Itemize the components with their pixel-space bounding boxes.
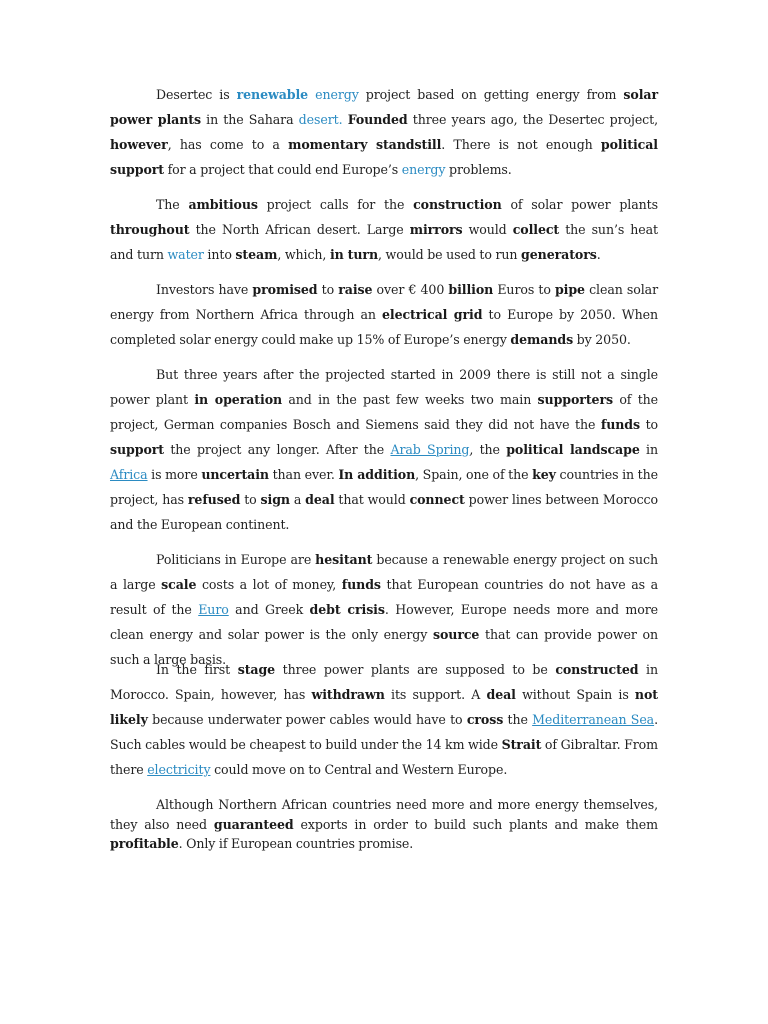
- bold-term: solar power plants: [110, 87, 658, 127]
- text-run: and in the past few weeks two main: [282, 392, 538, 407]
- bold-term: connect: [409, 492, 465, 507]
- bold-term: funds: [341, 577, 381, 592]
- bold-term: billion: [448, 282, 494, 297]
- text-run: . However, Europe needs more and more clean energy and solar power is the only energy: [110, 602, 659, 642]
- paragraph-first-stage: [110, 657, 658, 782]
- bold-term: promised: [252, 282, 318, 297]
- bold-term: political landscape: [506, 442, 640, 457]
- text-run: the sun’s heat and turn: [110, 222, 658, 262]
- text-run: to: [317, 282, 339, 297]
- bold-term: in turn: [329, 247, 379, 262]
- text-run: without Spain is: [515, 687, 635, 702]
- bold-term: Founded: [347, 112, 408, 127]
- text-run: by 2050.: [573, 332, 631, 347]
- text-run: is more: [147, 467, 202, 482]
- text-run: three years ago, the Desertec project,: [407, 112, 658, 127]
- bold-term: In addition: [338, 467, 416, 482]
- text-run: a: [289, 492, 306, 507]
- keyword-water: water: [167, 247, 204, 262]
- text-run: in: [639, 442, 658, 457]
- paragraph-intro: [110, 82, 658, 182]
- link-africa[interactable]: Africa: [110, 467, 148, 482]
- text-run: in Morocco. Spain, however, has: [110, 662, 658, 702]
- text-run: over € 400: [372, 282, 449, 297]
- text-run: clean solar energy from Northern Africa through an: [110, 282, 658, 322]
- bold-term: deal: [305, 492, 335, 507]
- keyword-energy: energy: [315, 87, 359, 102]
- text-run: three power plants are supposed to be: [275, 662, 556, 677]
- paragraph-northern-africa: [110, 795, 658, 854]
- text-run: for a project that could end Europe’s: [164, 162, 402, 177]
- text-run: , Spain, one of the: [415, 467, 533, 482]
- bold-term: debt crisis: [309, 602, 385, 617]
- bold-term: ambitious: [188, 197, 258, 212]
- bold-term: hesitant: [315, 552, 373, 567]
- bold-term: throughout: [110, 222, 190, 237]
- text-run: exports in order to build such plants and make them: [293, 816, 658, 832]
- paragraph-project-plan: [110, 192, 658, 267]
- text-run: , has come to a: [167, 137, 289, 152]
- bold-term: mirrors: [409, 222, 463, 237]
- bold-term: construction: [413, 197, 502, 212]
- text-run: In the first: [156, 662, 238, 677]
- text-run: into: [203, 247, 236, 262]
- paragraph-investors: [110, 277, 658, 352]
- text-run: , the: [469, 442, 507, 457]
- text-run: that would: [334, 492, 410, 507]
- text-run: the project any longer. After the: [164, 442, 391, 457]
- text-run: could move on to Central and Western Europe.: [210, 762, 508, 777]
- bold-term: support: [110, 442, 165, 457]
- paragraph-setbacks: [110, 362, 658, 537]
- link-arab-spring[interactable]: Arab Spring: [390, 442, 470, 457]
- bold-term: stage: [237, 662, 276, 677]
- text-run: to: [240, 492, 261, 507]
- text-run: Politicians in Europe are: [156, 552, 316, 567]
- bold-term: generators: [521, 247, 597, 262]
- paragraph-politicians: [110, 547, 658, 672]
- bold-term: uncertain: [201, 467, 269, 482]
- text-run: that European countries do not have as a result of the: [110, 577, 659, 617]
- text-run: project calls for the: [257, 197, 414, 212]
- bold-term: Strait: [501, 737, 542, 752]
- text-run: . There is not enough: [441, 137, 601, 152]
- text-run: , would be used to run: [378, 247, 522, 262]
- text-run: countries in the project, has: [110, 467, 658, 507]
- text-run: Investors have: [156, 282, 253, 297]
- text-run: of solar power plants: [501, 197, 658, 212]
- bold-term: raise: [338, 282, 373, 297]
- text-run: Although Northern African countries need more and more energy themselves, they also need: [110, 797, 658, 832]
- bold-term: refused: [187, 492, 241, 507]
- text-run: that can provide power on such a large basis.: [110, 627, 658, 667]
- link-mediterranean-sea[interactable]: Mediterranean Sea: [532, 712, 655, 727]
- text-run: , which,: [277, 247, 330, 262]
- text-run: But three years after the projected started in 2009 there is still not a single power plant: [110, 367, 658, 407]
- bold-term: funds: [600, 417, 641, 432]
- bold-term: demands: [510, 332, 574, 347]
- text-run: and Greek: [228, 602, 310, 617]
- bold-term: deal: [486, 687, 516, 702]
- bold-term: electrical grid: [381, 307, 483, 322]
- bold-term: in operation: [194, 392, 283, 407]
- text-run: The: [156, 197, 189, 212]
- link-euro[interactable]: Euro: [198, 602, 229, 617]
- text-run: of Gibraltar. From there: [110, 737, 658, 777]
- text-run: because underwater power cables would have to: [147, 712, 467, 727]
- text-run: .: [596, 247, 601, 262]
- bold-term: scale: [161, 577, 197, 592]
- keyword-renewable: renewable: [236, 87, 309, 102]
- bold-term: withdrawn: [311, 687, 385, 702]
- bold-term: not likely: [110, 687, 658, 727]
- text-run: power lines between Morocco and the European continent.: [110, 492, 658, 532]
- bold-term: however: [110, 137, 168, 152]
- bold-term: steam: [235, 247, 278, 262]
- text-run: . Only if European countries promise.: [178, 836, 414, 851]
- text-run: project based on getting energy from: [358, 87, 624, 102]
- text-run: in the Sahara: [200, 112, 299, 127]
- bold-term: constructed: [555, 662, 639, 677]
- text-run: would: [462, 222, 513, 237]
- bold-term: profitable: [110, 836, 179, 851]
- text-run: the: [503, 712, 533, 727]
- bold-term: key: [532, 467, 556, 482]
- bold-term: pipe: [554, 282, 585, 297]
- text-run: to: [640, 417, 659, 432]
- bold-term: supporters: [537, 392, 613, 407]
- keyword-desert: desert.: [298, 112, 343, 127]
- text-run: Euros to: [493, 282, 555, 297]
- bold-term: momentary standstill: [288, 137, 442, 152]
- text-run: to Europe by 2050. When completed solar energy could make up 15% of Europe’s energy: [110, 307, 658, 347]
- text-run: the North African desert. Large: [189, 222, 410, 237]
- bold-term: cross: [466, 712, 504, 727]
- text-run: because a renewable energy project on such a large: [110, 552, 658, 592]
- text-run: of the project, German companies Bosch and Siemens said they did not have the: [110, 392, 659, 432]
- text-run: costs a lot of money,: [196, 577, 342, 592]
- text-run: its support. A: [384, 687, 487, 702]
- text-run: . Such cables would be cheapest to build under the 14 km wide: [110, 712, 658, 752]
- text-run: problems.: [445, 162, 512, 177]
- bold-term: source: [432, 627, 480, 642]
- link-electricity[interactable]: electricity: [147, 762, 211, 777]
- keyword-energy: energy: [401, 162, 446, 177]
- text-run: than ever.: [268, 467, 339, 482]
- bold-term: guaranteed: [213, 816, 294, 832]
- bold-term: collect: [512, 222, 560, 237]
- bold-term: political support: [110, 137, 658, 177]
- text-run: Desertec is: [156, 87, 237, 102]
- bold-term: sign: [260, 492, 290, 507]
